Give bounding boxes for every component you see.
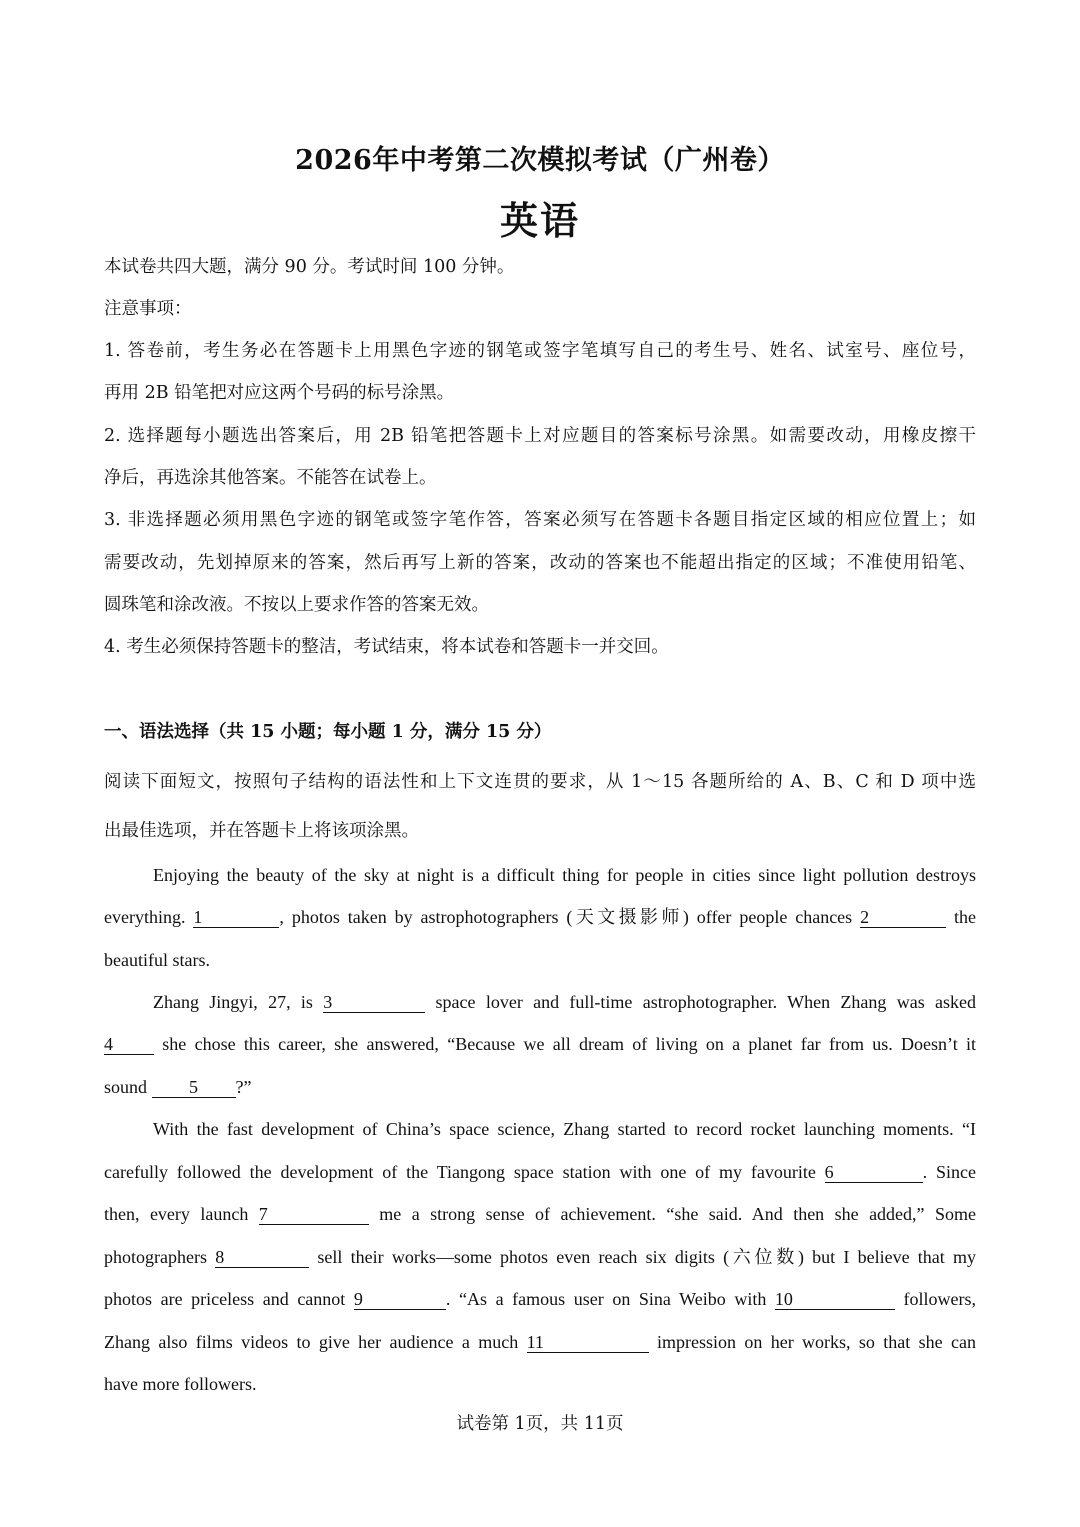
passage-p3-line-3	[104, 1201, 976, 1227]
passage-p3-line-1: With the fast development of China’s space science, Zhang started to record rocket launching moments. “I	[153, 1119, 976, 1139]
blank-1: 1	[193, 907, 279, 928]
passage-p1-line-3: beautiful stars.	[104, 950, 210, 970]
section-instruction-line-1: 阅读下面短文，按照句子结构的语法性和上下文连贯的要求，从 1～15 各题所给的 A、B、C 和 D 项中选	[104, 772, 976, 792]
passage-p1-line-2	[104, 904, 976, 930]
blank-6: 6	[825, 1162, 923, 1183]
passage-p3-line-4	[104, 1244, 976, 1270]
exam-title: 2026年中考第二次模拟考试（广州卷）	[295, 145, 785, 176]
passage-p3-line-6	[104, 1329, 976, 1355]
passage-text: the	[954, 907, 977, 927]
passage-p3-line-5	[104, 1286, 976, 1312]
notice-item-2-line-2: 净后，再选涂其他答案。不能答在试卷上。	[104, 468, 437, 488]
passage-text: photographers	[104, 1247, 207, 1267]
passage-text: sell their works—some photos even reach six digits (六位数) but I believe that my	[317, 1247, 976, 1267]
passage-text: . Since	[922, 1162, 976, 1182]
passage-text: me a strong sense of achievement. “she said. And then she added,” Some	[379, 1204, 976, 1224]
notice-item-4: 4. 考生必须保持答题卡的整洁，考试结束，将本试卷和答题卡一并交回。	[104, 637, 669, 657]
passage-text: then, every launch	[104, 1204, 249, 1224]
section-heading: 一、语法选择（共 15 小题；每小题 1 分，满分 15 分）	[104, 722, 552, 742]
passage-text: space lover and full-time astrophotographer. When Zhang was asked	[435, 992, 977, 1012]
blank-9: 9	[354, 1289, 446, 1310]
blank-2: 2	[860, 907, 946, 928]
passage-p1-line-1: Enjoying the beauty of the sky at night is a difficult thing for people in cities since light pollution destroys	[153, 865, 976, 885]
passage-text: everything.	[104, 907, 186, 927]
blank-5: 5	[152, 1077, 236, 1098]
exam-summary: 本试卷共四大题，满分 90 分。考试时间 100 分钟。	[104, 257, 515, 277]
passage-text: . “As a famous user on Sina Weibo with	[445, 1289, 767, 1309]
passage-p2-line-3	[104, 1074, 976, 1100]
passage-text: ?”	[235, 1077, 252, 1097]
section-instruction-line-2: 出最佳选项，并在答题卡上将该项涂黑。	[104, 821, 419, 841]
notice-item-3-line-2: 需要改动，先划掉原来的答案，然后再写上新的答案，改动的答案也不能超出指定的区域；不准使用铅笔、	[104, 553, 976, 573]
notice-label: 注意事项：	[104, 299, 192, 319]
passage-p3-line-2	[104, 1159, 976, 1185]
passage-text: carefully followed the development of the Tiangong space station with one of my favourite	[104, 1162, 816, 1182]
blank-10: 10	[775, 1289, 895, 1310]
passage-p2-line-2	[104, 1031, 976, 1057]
passage-text: , photos taken by astrophotographers (天文摄影师) offer people chances	[279, 907, 853, 927]
passage-p3-line-7: have more followers.	[104, 1374, 257, 1394]
passage-p2-line-1	[153, 989, 976, 1015]
blank-7: 7	[259, 1204, 369, 1225]
passage-text: photos are priceless and cannot	[104, 1289, 346, 1309]
notice-item-1-line-2: 再用 2B 铅笔把对应这两个号码的标号涂黑。	[104, 383, 455, 403]
passage-text: Zhang Jingyi, 27, is	[153, 992, 313, 1012]
blank-3: 3	[323, 992, 425, 1013]
blank-8: 8	[215, 1247, 309, 1268]
notice-item-3-line-3: 圆珠笔和涂改液。不按以上要求作答的答案无效。	[104, 595, 489, 615]
notice-item-3-line-1: 3. 非选择题必须用黑色字迹的钢笔或签字笔作答，答案必须写在答题卡各题目指定区域的相应位置上；如	[104, 510, 976, 530]
passage-text: she chose this career, she answered, “Because we all dream of living on a planet far from us. Doesn’t it	[162, 1034, 977, 1054]
notice-item-2-line-1: 2. 选择题每小题选出答案后，用 2B 铅笔把答题卡上对应题目的答案标号涂黑。如需要改动，用橡皮擦干	[104, 426, 976, 446]
blank-4: 4	[104, 1034, 154, 1055]
passage-text: followers,	[903, 1289, 976, 1309]
subject-title: 英语	[499, 198, 580, 243]
blank-11: 11	[527, 1332, 649, 1353]
passage-text: impression on her works, so that she can	[656, 1332, 977, 1352]
passage-text: Zhang also films videos to give her audience a much	[104, 1332, 519, 1352]
notice-item-1-line-1: 1. 答卷前，考生务必在答题卡上用黑色字迹的钢笔或签字笔填写自己的考生号、姓名、试室号、座位号，	[104, 341, 976, 361]
passage-text: sound	[104, 1077, 148, 1097]
page-footer: 试卷第 1页，共 11页	[456, 1414, 624, 1434]
